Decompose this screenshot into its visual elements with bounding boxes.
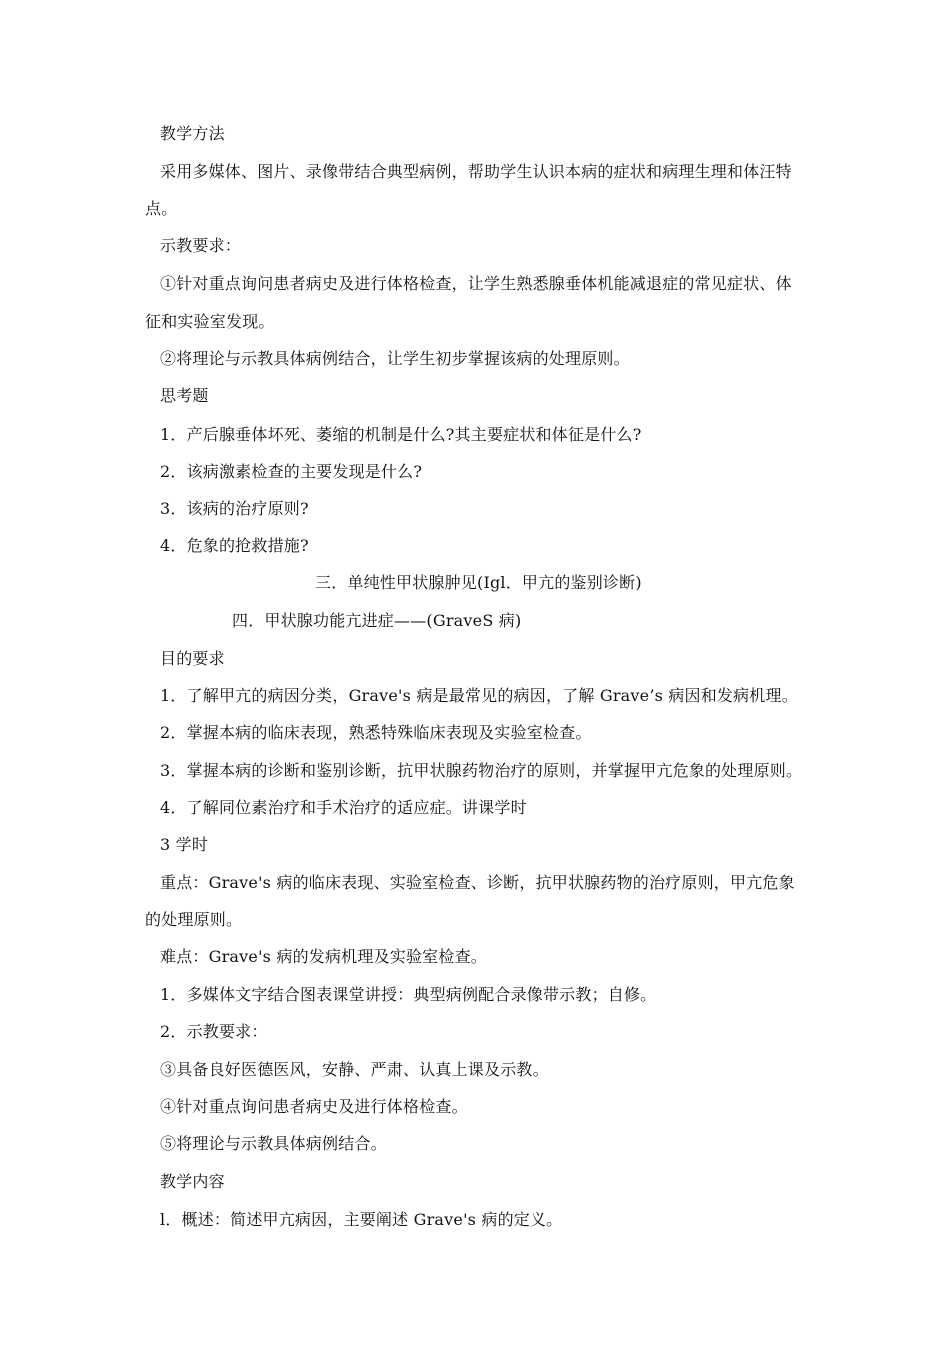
list-item: 1．了解甲亢的病因分类，Grave's 病是最常见的病因，了解 Grave’s 病因和发病机理。	[160, 686, 798, 705]
list-item: 2．掌握本病的临床表现，熟悉特殊临床表现及实验室检查。	[160, 723, 592, 742]
list-item: 2．该病激素检查的主要发现是什么?	[160, 462, 423, 481]
list-item: 2．示教要求：	[160, 1022, 268, 1041]
list-item: 1．产后腺垂体坏死、萎缩的机制是什么?其主要症状和体征是什么?	[160, 425, 642, 444]
paragraph-line: 难点：Grave's 病的发病机理及实验室检查。	[160, 947, 487, 966]
heading-demo-requirements: 示教要求：	[160, 236, 242, 255]
paragraph-line: ①针对重点询问患者病史及进行体格检查，让学生熟悉腺垂体机能减退症的常见症状、体	[160, 274, 792, 293]
paragraph-line: ②将理论与示教具体病例结合，让学生初步掌握该病的处理原则。	[160, 349, 630, 368]
heading-questions: 思考题	[160, 386, 209, 405]
paragraph-line: 3 学时	[160, 835, 209, 854]
list-item: 3．掌握本病的诊断和鉴别诊断，抗甲状腺药物治疗的原则，并掌握甲亢危象的处理原则。	[160, 761, 803, 780]
section-heading-4: 四．甲状腺功能亢进症——(GraveS 病)	[232, 611, 522, 630]
list-item: ③具备良好医德医风，安静、严肃、认真上课及示教。	[160, 1060, 549, 1079]
heading-teaching-content: 教学内容	[160, 1172, 225, 1191]
section-heading-3: 三．单纯性甲状腺肿见(Igl．甲亢的鉴别诊断)	[315, 573, 642, 592]
paragraph-line: 征和实验室发现。	[145, 312, 275, 331]
heading-objectives: 目的要求	[160, 649, 225, 668]
list-item: 4．了解同位素治疗和手术治疗的适应症。讲课学时	[160, 798, 527, 817]
list-item: 1．多媒体文字结合图表课堂讲授：典型病例配合录像带示教；自修。	[160, 985, 657, 1004]
list-item: 4．危象的抢救措施?	[160, 536, 309, 555]
paragraph-line: 点。	[145, 199, 178, 218]
heading-teaching-method: 教学方法	[160, 124, 225, 143]
paragraph-line: 采用多媒体、图片、录像带结合典型病例，帮助学生认识本病的症状和病理生理和体汪特	[160, 162, 792, 181]
list-item: 3．该病的治疗原则?	[160, 499, 309, 518]
list-item: l．概述：简述甲亢病因，主要阐述 Grave's 病的定义。	[160, 1210, 563, 1229]
list-item: ⑤将理论与示教具体病例结合。	[160, 1134, 387, 1153]
paragraph-line: 的处理原则。	[145, 910, 243, 929]
paragraph-line: 重点：Grave's 病的临床表现、实验室检查、诊断，抗甲状腺药物的治疗原则，甲亢危象	[160, 873, 795, 892]
list-item: ④针对重点询问患者病史及进行体格检查。	[160, 1097, 468, 1116]
